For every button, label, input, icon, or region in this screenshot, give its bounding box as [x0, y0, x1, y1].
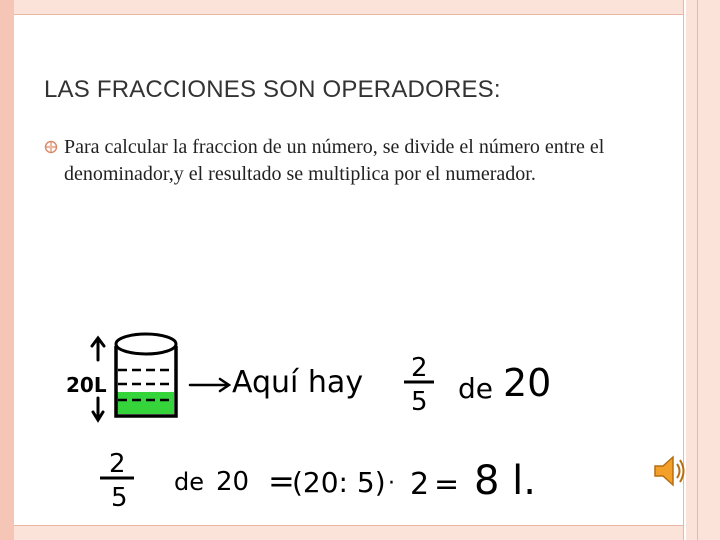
line2-multiplier: 2	[410, 467, 430, 502]
line2-de: de	[174, 468, 204, 496]
line2-result: 8 l.	[474, 458, 536, 504]
line2-dot: ·	[388, 471, 395, 496]
fraction2-denominator: 5	[111, 483, 128, 513]
bullet-text: Para calcular la fraccion de un número, se divide el número entre el denominador,y el resultado se multiplica por el numerador.	[64, 136, 605, 185]
line1-value: 20	[503, 361, 552, 405]
fraction1-numerator: 2	[411, 353, 428, 383]
slide-title: LAS FRACCIONES SON OPERADORES:	[44, 76, 501, 103]
fraction1-denominator: 5	[411, 387, 428, 417]
line2-equals: =	[268, 462, 295, 500]
line2-value: 20	[216, 467, 250, 497]
line2-equals-2: =	[434, 467, 460, 502]
line1-text: Aquí hay	[232, 365, 364, 400]
container-label: 20L	[66, 373, 107, 397]
right-arrow-icon	[190, 379, 229, 391]
line1-de: de	[458, 372, 493, 405]
line2-paren-expression: (20: 5)	[292, 466, 386, 499]
container-icon	[116, 334, 176, 416]
speaker-icon[interactable]	[651, 452, 689, 490]
fraction2-numerator: 2	[109, 449, 126, 479]
